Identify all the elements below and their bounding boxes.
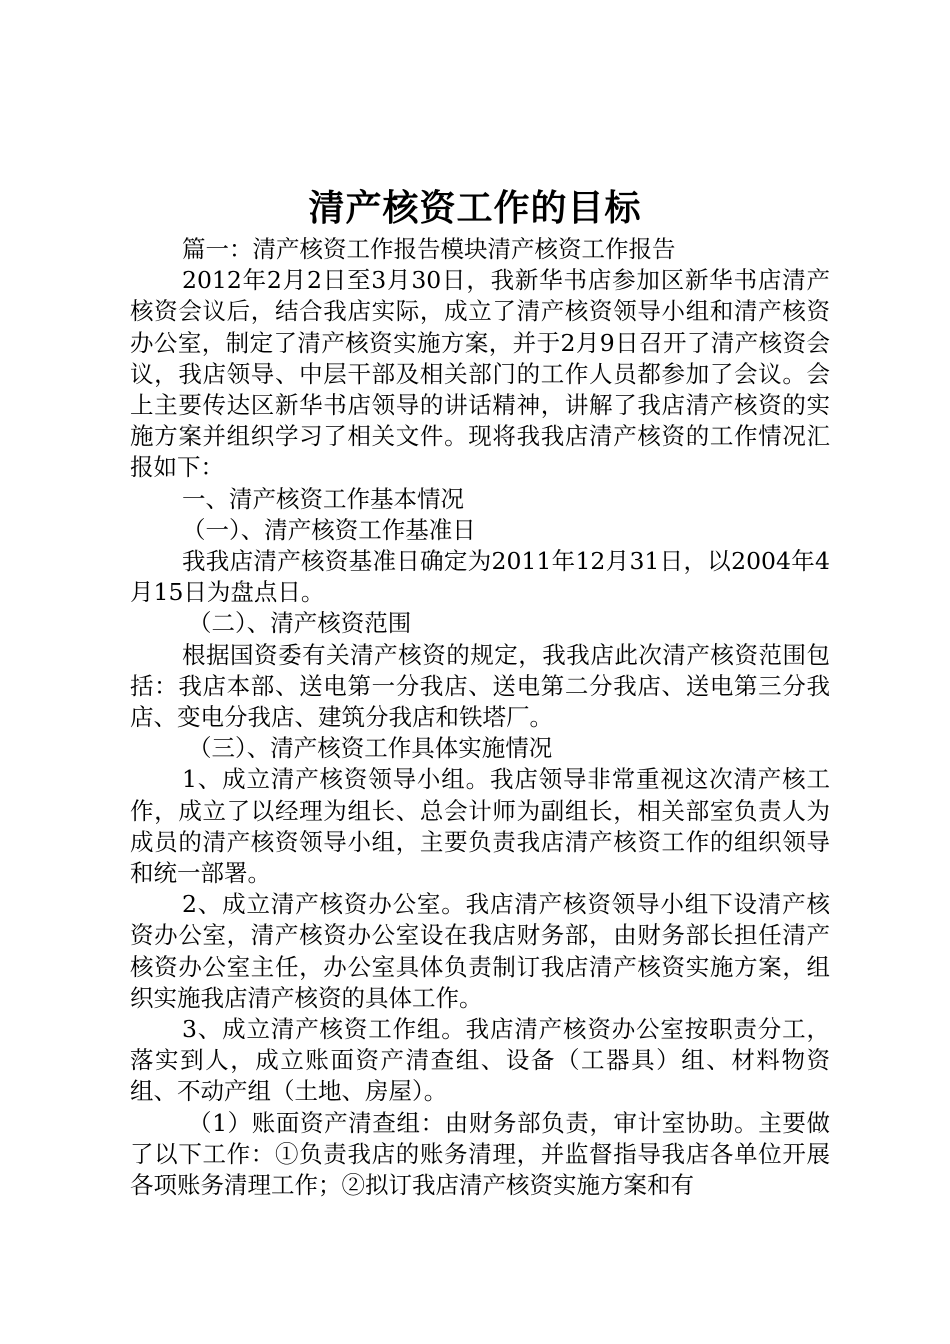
paragraph-base-date: 我我店清产核资基准日确定为2011年12月31日，以2004年4月15日为盘点日。 [130,547,830,607]
section-heading-basic-situation: 一、清产核资工作基本情况 [182,484,464,513]
subsection-heading-implementation: （三）、清产核资工作具体实施情况 [188,734,553,763]
subsection-heading-base-date: （一）、清产核资工作基准日 [182,515,476,544]
subsection-heading-scope: （二）、清产核资范围 [188,609,412,638]
paragraph-account-check-group: （1）账面资产清查组：由财务部负责，审计室协助。主要做了以下工作：①负责我店的账务清理，并监督指导我店各单位开展各项账务清理工作；②拟订我店清产核资实施方案和有 [130,1108,830,1200]
paragraph-work-group: 3、成立清产核资工作组。我店清产核资办公室按职责分工，落实到人，成立账面资产清查组、设备（工器具）组、材料物资组、不动产组（土地、房屋）。 [130,1015,830,1106]
paragraph-office: 2、成立清产核资办公室。我店清产核资领导小组下设清产核资办公室，清产核资办公室设在我店财务部，由财务部长担任清产核资办公室主任，办公室具体负责制订我店清产核资实施方案，组织实施我店清产核资的具体工作。 [130,890,830,1012]
paragraph-leadership-group: 1、成立清产核资领导小组。我店领导非常重视这次清产核工作，成立了以经理为组长、总会计师为副组长，相关部室负责人为成员的清产核资领导小组，主要负责我店清产核资工作的组织领导和统一部署。 [130,765,830,888]
document-title: 清产核资工作的目标 [308,187,642,229]
paragraph-heading-part-one: 篇一：清产核资工作报告模块清产核资工作报告 [182,235,676,263]
paragraph-scope: 根据国资委有关清产核资的规定，我我店此次清产核资范围包括：我店本部、送电第一分我店、送电第二分我店、送电第三分我店、变电分我店、建筑分我店和铁塔厂。 [130,640,830,732]
document-body [130,234,830,1201]
paragraph-intro: 2012年2月2日至3月30日，我新华书店参加区新华书店清产核资会议后，结合我店实际，成立了清产核资领导小组和清产核资办公室，制定了清产核资实施方案，并于2月9日召开了清产核资会议，我店领导、中层干部及相关部门的工作人员都参加了会议。会上主要传达区新华书店领导的讲话精神，讲解了我店清产核资的实施方案并组织学习了相关文件。现将我我店清产核资的工作情况汇报如下： [130,266,830,482]
